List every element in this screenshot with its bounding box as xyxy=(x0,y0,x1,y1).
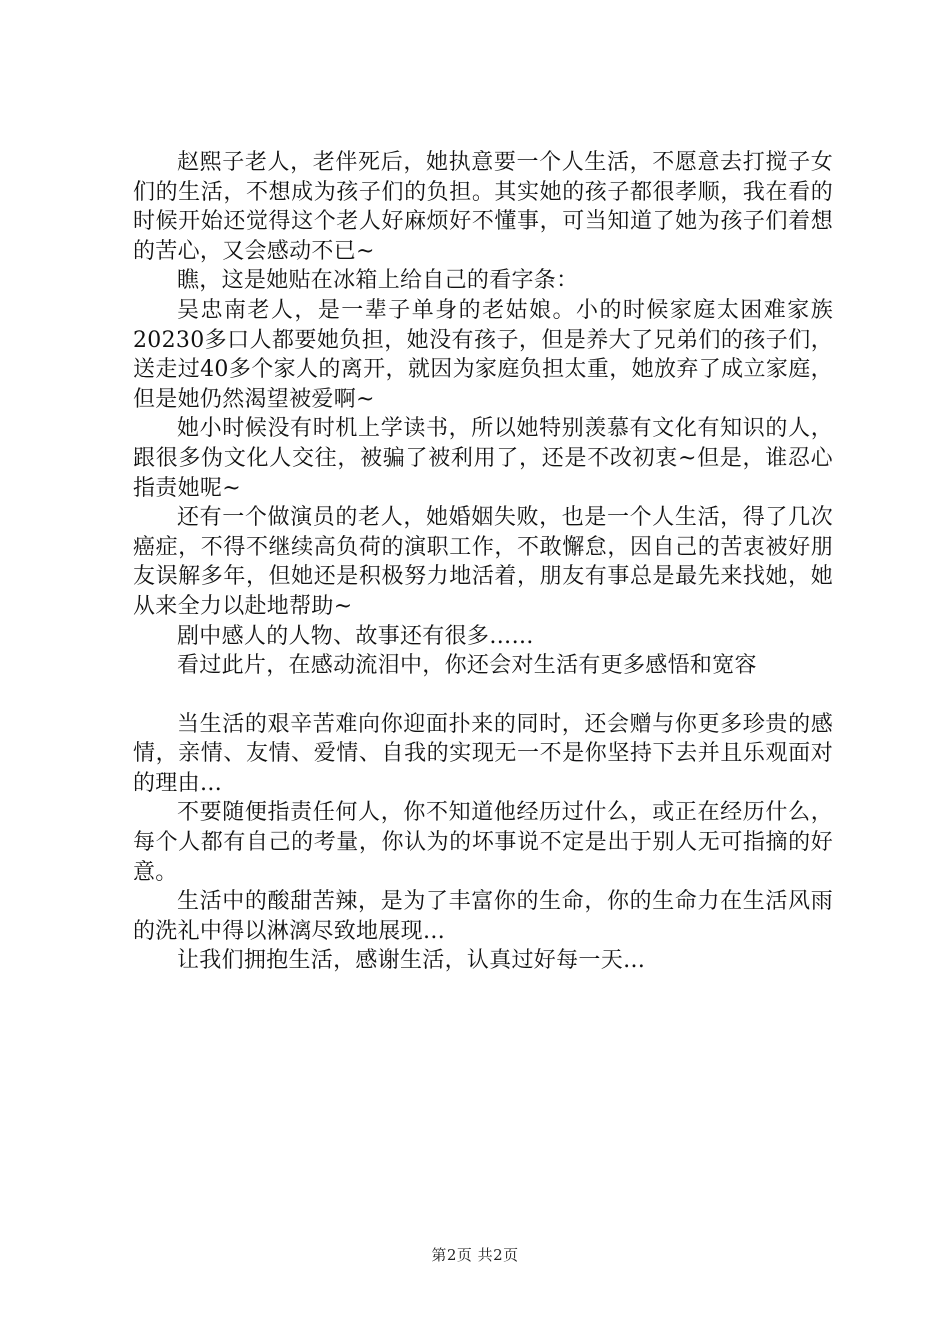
paragraph: 不要随便指责任何人，你不知道他经历过什么，或正在经历什么，每个人都有自己的考量，你认为的坏事说不定是出于别人无可指摘的好意。 xyxy=(133,800,833,885)
paragraph: 她小时候没有时机上学读书，所以她特别羡慕有文化有知识的人，跟很多伪文化人交往，被骗了被利用了，还是不改初衷~但是，谁忍心指责她呢~ xyxy=(133,416,833,501)
paragraph: 生活中的酸甜苦辣，是为了丰富你的生命，你的生命力在生活风雨的洗礼中得以淋漓尽致地展现… xyxy=(133,889,833,944)
page-number-label: 第2页 共2页 xyxy=(431,1246,519,1264)
paragraph: 吴忠南老人，是一辈子单身的老姑娘。小的时候家庭太困难家族20230多口人都要她负担，她没有孩子，但是养大了兄弟们的孩子们，送走过40多个家人的离开，就因为家庭负担太重，她放弃了成立家庭，但是她仍然渴望被爱啊~ xyxy=(133,297,833,412)
paragraph: 还有一个做演员的老人，她婚姻失败，也是一个人生活，得了几次癌症，不得不继续高负荷的演职工作，不敢懈怠，因自己的苦衷被好朋友误解多年，但她还是积极努力地活着，朋友有事总是最先来找她，她从来全力以赴地帮助~ xyxy=(133,505,833,619)
paragraph: 赵熙子老人，老伴死后，她执意要一个人生活，不愿意去打搅子女们的生活，不想成为孩子们的负担。其实她的孩子都很孝顺，我在看的时候开始还觉得这个老人好麻烦好不懂事，可当知道了她为孩子们着想的苦心，又会感动不已~ xyxy=(133,150,833,264)
paragraph: 瞧，这是她贴在冰箱上给自己的看字条： xyxy=(177,268,579,294)
paragraph: 剧中感人的人物、故事还有很多…… xyxy=(177,623,534,649)
paragraph: 让我们拥抱生活，感谢生活，认真过好每一天… xyxy=(177,948,646,974)
paragraph-gap xyxy=(133,681,833,710)
paragraph: 当生活的艰辛苦难向你迎面扑来的同时，还会赠与你更多珍贵的感情，亲情、友情、爱情、自我的实现无一不是你坚持下去并且乐观面对的理由… xyxy=(133,711,833,796)
document-body xyxy=(133,148,833,976)
page-footer xyxy=(0,1244,950,1265)
paragraph: 看过此片，在感动流泪中，你还会对生活有更多感悟和宽容 xyxy=(177,653,757,679)
